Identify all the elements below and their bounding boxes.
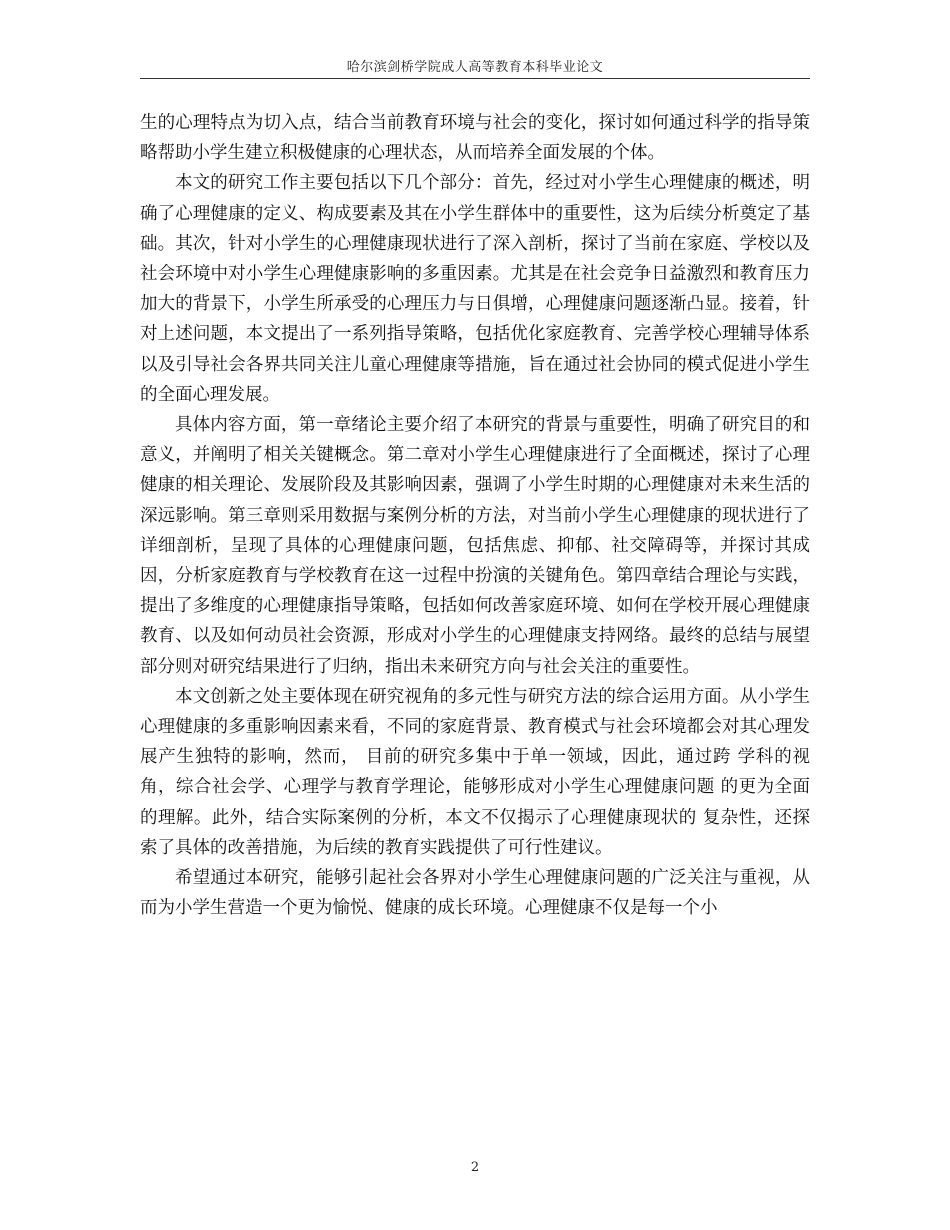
paragraph: 本文的研究工作主要包括以下几个部分：首先，经过对小学生心理健康的概述，明确了心理健康的定义、构成要素及其在小学生群体中的重要性，这为后续分析奠定了基础。其次，针对小学生的心理健康现状进行了深入剖析，探讨了当前在家庭、学校以及社会环境中对小学生心理健康影响的多重因素。尤其是在社会竞争日益激烈和教育压力加大的背景下，小学生所承受的心理压力与日俱增，心理健康问题逐渐凸显。接着，针对上述问题，本文提出了一系列指导策略，包括优化家庭教育、完善学校心理辅导体系以及引导社会各界共同关注儿童心理健康等措施，旨在通过社会协同的模式促进小学生的全面心理发展。 xyxy=(140,173,810,405)
paragraph: 希望通过本研究，能够引起社会各界对小学生心理健康问题的广泛关注与重视，从而为小学生营造一个更为愉悦、健康的成长环境。心理健康不仅是每一个小 xyxy=(140,868,810,919)
running-header: 哈尔滨剑桥学院成人高等教育本科毕业论文 xyxy=(346,60,604,75)
paragraph: 具体内容方面，第一章绪论主要介绍了本研究的背景与重要性，明确了研究目的和意义，并阐明了相关关键概念。第二章对小学生心理健康进行了全面概述，探讨了心理健康的相关理论、发展阶段及其影响因素，强调了小学生时期的心理健康对未来生活的深远影响。第三章则采用数据与案例分析的方法，对当前小学生心理健康的现状进行了详细剖析，呈现了具体的心理健康问题，包括焦虑、抑郁、社交障碍等，并探讨其成因，分析家庭教育与学校教育在这一过程中扮演的关键角色。第四章结合理论与实践，提出了多维度的心理健康指导策略，包括如何改善家庭环境、如何在学校开展心理健康教育、以及如何动员社会资源，形成对小学生的心理健康支持网络。最终的总结与展望部分则对研究结果进行了归纳，指出未来研究方向与社会关注的重要性。 xyxy=(140,415,810,677)
header-rule xyxy=(140,78,810,79)
paragraph: 生的心理特点为切入点，结合当前教育环境与社会的变化，探讨如何通过科学的指导策略帮助小学生建立积极健康的心理状态，从而培养全面发展的个体。 xyxy=(140,113,810,164)
body-text xyxy=(140,108,810,923)
page-number: 2 xyxy=(470,1160,480,1175)
paragraph: 本文创新之处主要体现在研究视角的多元性与研究方法的综合运用方面。从小学生心理健康的多重影响因素来看，不同的家庭背景、教育模式与社会环境都会对其心理发展产生独特的影响，然而， 目前的研究多集中于单一领域，因此，通过跨 学科的视角，综合社会学、心理学与教育学理论，能够形成对小学生心理健康问题 的更为全面的理解。此外，结合实际案例的分析，本文不仅揭示了心理健康现状的 复杂性，还探索了具体的改善措施，为后续的教育实践提供了可行性建议。 xyxy=(140,686,810,858)
